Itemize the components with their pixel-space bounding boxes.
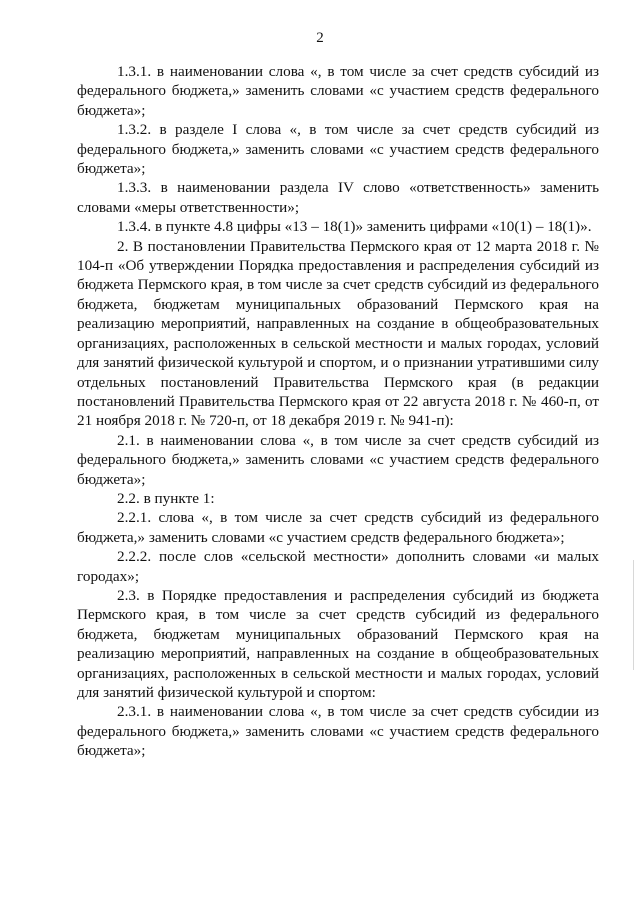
paragraph-2-2: 2.2. в пункте 1:: [117, 489, 215, 507]
paragraph-1-3-4: 1.3.4. в пункте 4.8 цифры «13 – 18(1)» заменить цифрами «10(1) – 18(1)».: [117, 218, 592, 236]
paragraph-1-3-2: 1.3.2. в разделе I слова «, в том числе за счет средств субсидий из федерального бюджета,» заменить словами «с участием средств федерального бюджета»;: [77, 121, 599, 178]
scan-edge-mark: [633, 560, 634, 670]
document-body: [77, 62, 599, 761]
paragraph-1-3-3: 1.3.3. в наименовании раздела IV слово «ответственность» заменить словами «меры ответственности»;: [77, 179, 599, 216]
paragraph-1-3-1: 1.3.1. в наименовании слова «, в том числе за счет средств субсидий из федерального бюджета,» заменить словами «с участием средств федерального бюджета»;: [77, 63, 599, 119]
paragraph-2-2-1: 2.2.1. слова «, в том числе за счет средств субсидий из федерального бюджета,» заменить словами «с участием средств федерального бюджета»;: [77, 509, 599, 546]
paragraph-2-2-2: 2.2.2. после слов «сельской местности» дополнить словами «и малых городах»;: [77, 548, 599, 585]
paragraph-2-3: 2.3. в Порядке предоставления и распределения субсидий из бюджета Пермского края, в том числе за счет средств субсидий из федерального бюджета, бюджетам муниципальных образований Пермского края на реализацию мероприятий, направленных на создание в общеобразовательных организациях, расположенных в сельской местности и малых городах, условий для занятий физической культурой и спортом:: [77, 586, 599, 701]
page-number: 2: [316, 30, 324, 46]
paragraph-2-3-1: 2.3.1. в наименовании слова «, в том числе за счет средств субсидии из федерального бюджета,» заменить словами «с участием средств федерального бюджета»;: [77, 703, 599, 760]
paragraph-2-1: 2.1. в наименовании слова «, в том числе за счет средств субсидий из федерального бюджета,» заменить словами «с участием средств федерального бюджета»;: [77, 431, 599, 488]
paragraph-2: 2. В постановлении Правительства Пермского края от 12 марта 2018 г. № 104-п «Об утверждении Порядка предоставления и распределения субсидий из бюджета Пермского края, в том числе за счет средств субсидий из федерального бюджета, бюджетам муниципальных образований Пермского края на реализацию мероприятий, направленных на создание в общеобразовательных организациях, расположенных в сельской местности и малых городах, условий для занятий физической культурой и спортом, и о признании утратившими силу отдельных постановлений Правительства Пермского края (в редакции постановлений Правительства Пермского края от 22 августа 2018 г. № 460-п, от 21 ноября 2018 г. № 720-п, от 18 декабря 2019 г. № 941-п):: [77, 237, 599, 430]
